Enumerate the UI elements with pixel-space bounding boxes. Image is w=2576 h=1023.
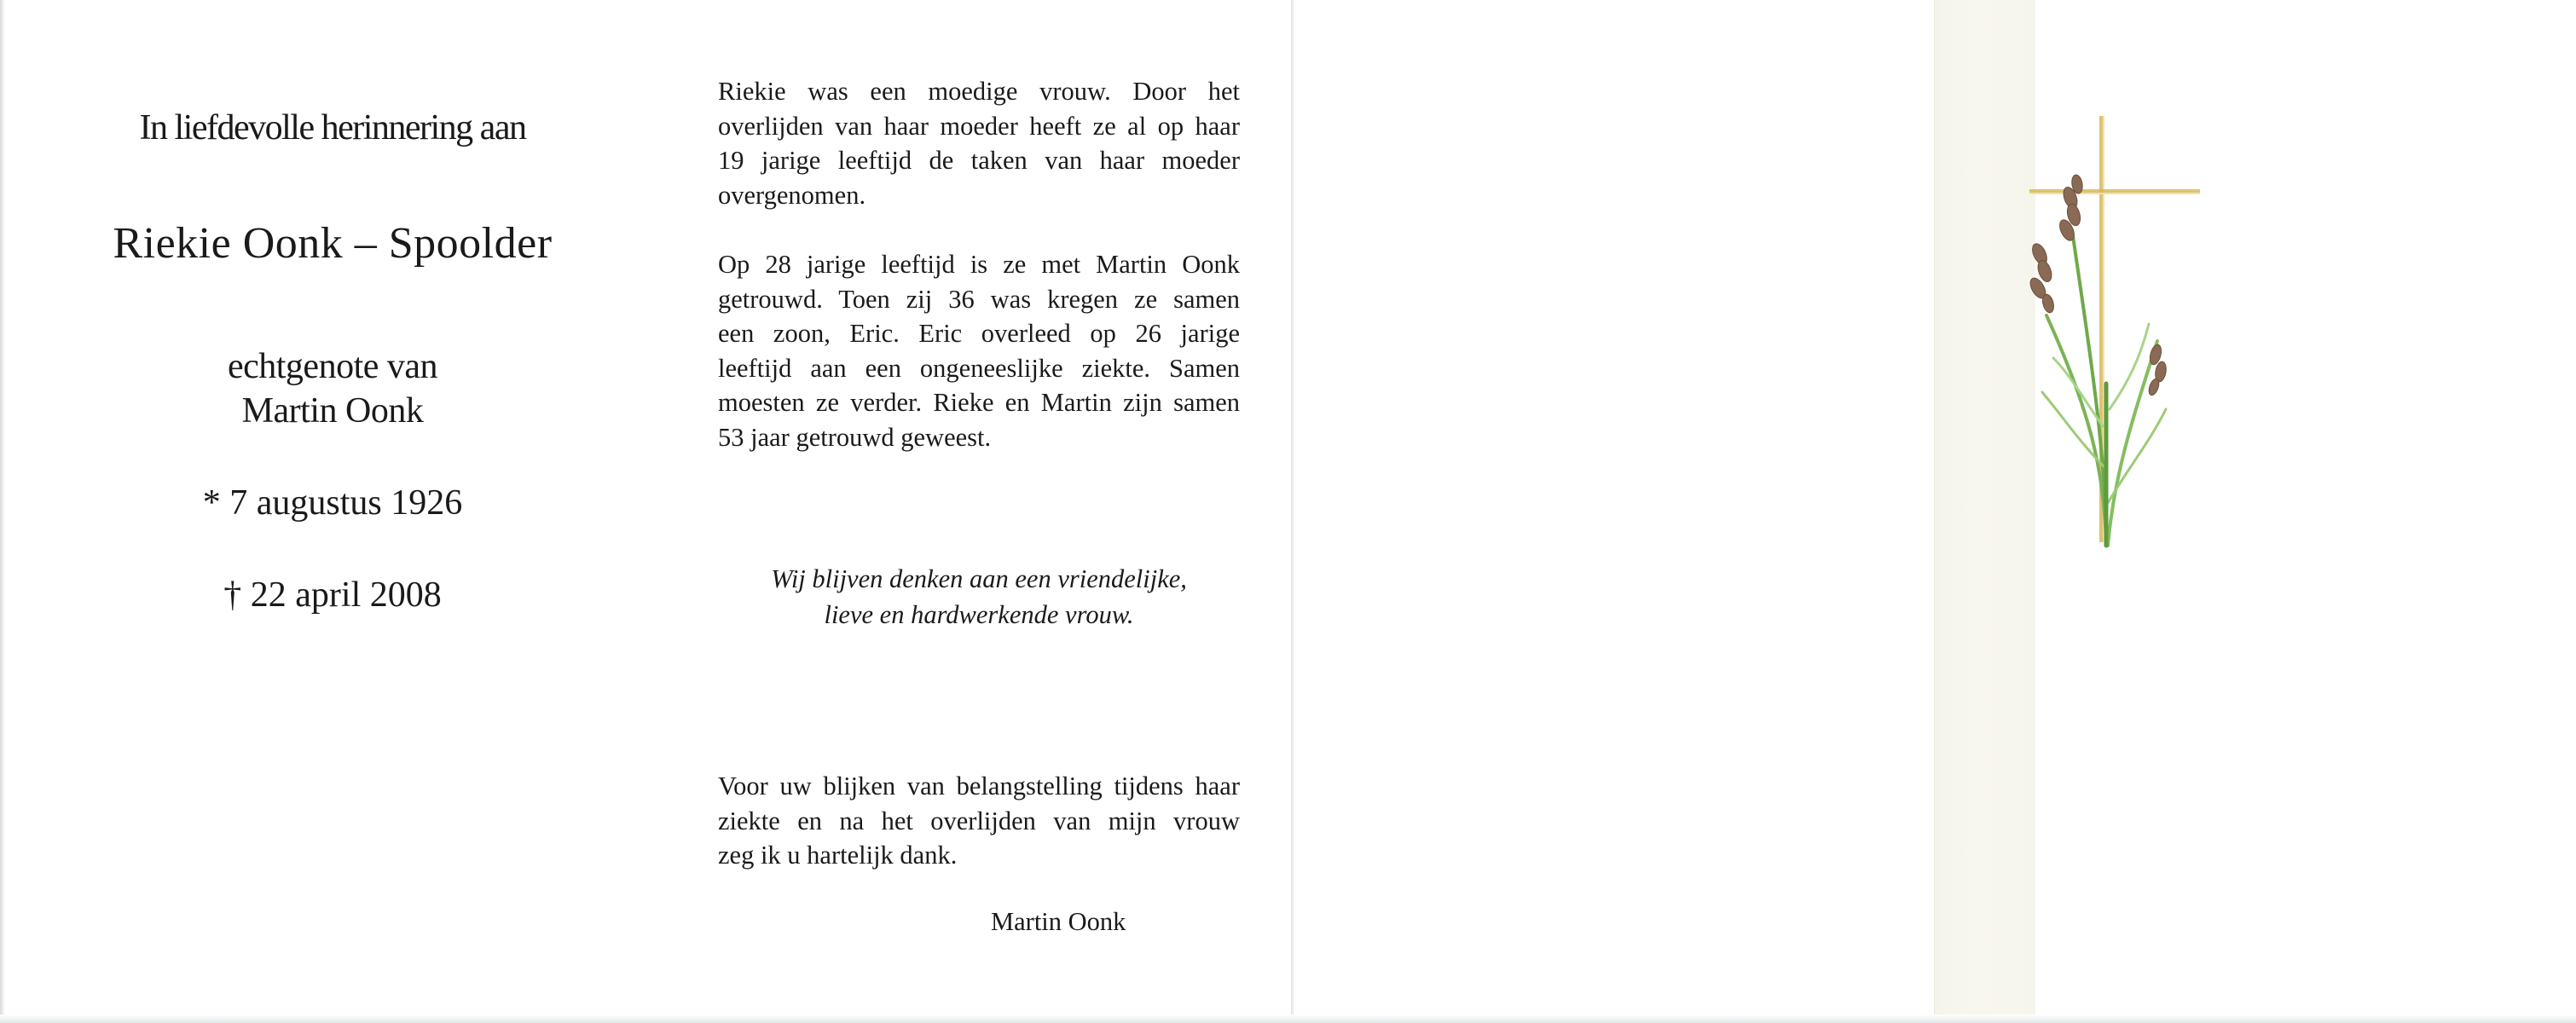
signature: Martin Oonk — [991, 907, 1126, 936]
card-fold — [1291, 0, 1294, 1016]
cross-with-wheat-icon — [1978, 102, 2200, 554]
text-line: Riekie was een moedige vrouw. Door het — [718, 77, 1240, 106]
text-line: leeftijd aan een ongeneeslijke ziekte. Samen — [718, 353, 1240, 383]
text-line: 19 jarige leeftijd de taken van haar moeder — [718, 146, 1240, 175]
middle-panel — [718, 0, 1240, 1016]
biography-paragraph-2 — [718, 247, 1240, 454]
quote-line: lieve en hardwerkende vrouw. — [824, 600, 1134, 629]
wheat-heads-icon — [2027, 174, 2168, 396]
text-line: een zoon, Eric. Eric overleed op 26 jarige — [718, 319, 1240, 348]
scan-edge — [0, 1014, 2576, 1023]
text-line: overgenomen. — [718, 180, 866, 210]
text-line: zeg ik u hartelijk dank. — [718, 841, 958, 870]
death-date: † 22 april 2008 — [223, 575, 442, 615]
left-panel — [0, 0, 665, 1016]
spouse-name: Martin Oonk — [241, 391, 424, 431]
memorial-quote — [718, 561, 1240, 633]
spouse-title: echtgenote van — [227, 347, 438, 386]
thanks-paragraph — [718, 769, 1240, 873]
cross-icon — [2029, 116, 2200, 542]
text-line: Voor uw blijken van belangstelling tijdens haar — [718, 772, 1240, 800]
text-line: getrouwd. Toen zij 36 was kregen ze samen — [718, 284, 1240, 314]
quote-line: Wij blijven denken aan een vriendelijke, — [771, 564, 1187, 593]
biography-paragraph-1 — [718, 74, 1240, 212]
deceased-name: Riekie Oonk – Spoolder — [113, 219, 553, 268]
text-line: moesten ze verder. Rieke en Martin zijn samen — [718, 388, 1240, 417]
text-line: ziekte en na het overlijden van mijn vrouw — [718, 806, 1240, 835]
intro-text: In liefdevolle herinnering aan — [139, 108, 526, 147]
text-line: 53 jaar getrouwd geweest. — [718, 422, 992, 452]
text-line: overlijden van haar moeder heeft ze al op haar — [718, 111, 1240, 141]
text-line: Op 28 jarige leeftijd is ze met Martin Oonk — [718, 250, 1240, 279]
birth-date: * 7 augustus 1926 — [202, 483, 463, 523]
